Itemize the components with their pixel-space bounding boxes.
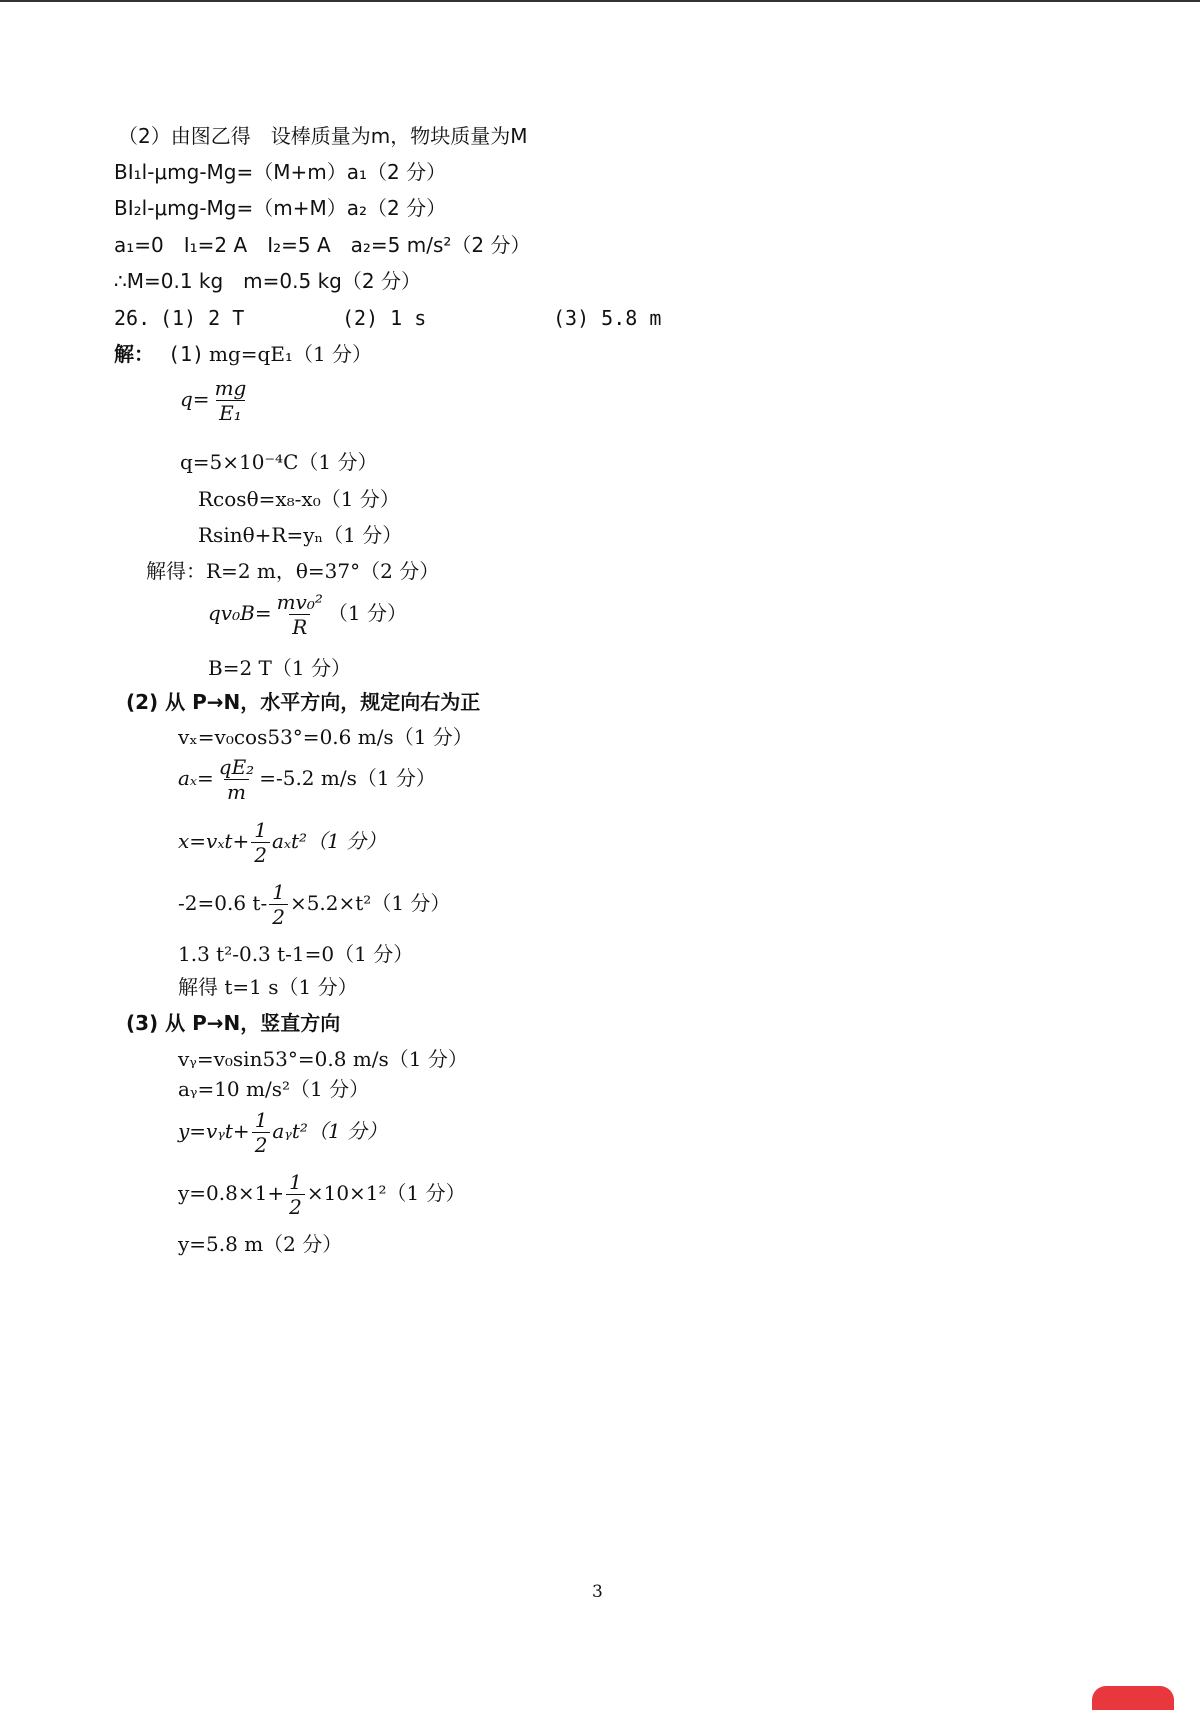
equation-line: vₓ=v₀cos53°=0.6 m/s（1 分）: [178, 725, 473, 749]
answer-2: (2) 1 s: [342, 306, 427, 330]
fraction-denominator: 2: [286, 1194, 305, 1217]
fraction-rhs: aᵧt²（1 分）: [272, 1119, 388, 1143]
fraction-denominator: 2: [269, 904, 288, 927]
score: （1 分）: [327, 601, 407, 625]
equation-line: Rcosθ=x₈-x₀（1 分）: [198, 487, 400, 511]
fraction: [252, 1110, 271, 1155]
fraction-denominator: E₁: [216, 400, 245, 423]
page-top-edge: [0, 0, 1200, 2]
fraction-lhs: y=vᵧt+: [178, 1119, 250, 1143]
answer-3: (3) 5.8 m: [553, 306, 662, 330]
equation-line: q=5×10⁻⁴C（1 分）: [180, 450, 378, 474]
fraction: [216, 757, 257, 802]
fraction-equation: [178, 882, 450, 927]
fraction-equation: [178, 820, 386, 865]
equation-line: B=2 T（1 分）: [208, 656, 351, 680]
fraction-denominator: 2: [252, 1132, 271, 1155]
part2-intro: （2）由图乙得 设棒质量为m，物块质量为M: [118, 124, 528, 148]
fraction: [251, 820, 270, 865]
fraction: [286, 1172, 305, 1217]
equation-line: Rsinθ+R=yₙ（1 分）: [198, 523, 403, 547]
solution-part1-label: (1): [168, 342, 205, 366]
fraction-numerator: 1: [272, 880, 285, 904]
corner-badge[interactable]: [1092, 1686, 1174, 1710]
part3-heading: (3) 从 P→N，竖直方向: [126, 1011, 341, 1035]
result-line: 解得 t=1 s（1 分）: [178, 975, 358, 999]
part2-heading: (2) 从 P→N，水平方向，规定向右为正: [126, 690, 481, 714]
fraction-numerator: mg: [214, 376, 247, 400]
fraction: [212, 378, 250, 423]
answer-1: (1) 2 T: [160, 306, 245, 330]
page-number: 3: [592, 1582, 603, 1602]
question-26-label: 26.: [114, 306, 151, 330]
fraction-numerator: 1: [289, 1170, 302, 1194]
fraction-equation: [180, 378, 251, 423]
fraction-lhs: qv₀B=: [208, 601, 272, 625]
fraction-lhs: -2=0.6 t-: [178, 891, 268, 915]
fraction-equation: [208, 592, 407, 637]
equation-line: BI₁l-μmg-Mg=（M+m）a₁（2 分）: [114, 160, 447, 184]
fraction-lhs: aₓ=: [178, 766, 214, 790]
fraction-equation: [178, 757, 436, 802]
fraction-denominator: R: [289, 614, 310, 637]
fraction-numerator: mv₀²: [276, 590, 323, 614]
fraction-numerator: 1: [254, 1108, 268, 1132]
final-result: y=5.8 m（2 分）: [178, 1232, 343, 1256]
result-line: 解得：R=2 m，θ=37°（2 分）: [146, 559, 440, 583]
fraction: [274, 592, 326, 637]
fraction-equation: [178, 1110, 387, 1155]
solution-label: 解：: [114, 342, 154, 366]
equation-line: 1.3 t²-0.3 t-1=0（1 分）: [178, 942, 414, 966]
fraction-numerator: qE₂: [218, 755, 255, 779]
fraction: [269, 882, 288, 927]
fraction-rhs: ×5.2×t²（1 分）: [289, 891, 451, 915]
fraction-lhs: q=: [180, 387, 210, 411]
fraction-rhs: aₓt²（1 分）: [271, 829, 387, 853]
fraction-denominator: 2: [251, 842, 270, 865]
fraction-rhs: =-5.2 m/s（1 分）: [259, 766, 436, 790]
fraction-lhs: x=vₓt+: [178, 829, 250, 853]
equation-line: ∴M=0.1 kg m=0.5 kg（2 分）: [114, 269, 421, 293]
fraction-numerator: 1: [254, 818, 267, 842]
equation-line: vᵧ=v₀sin53°=0.8 m/s（1 分）: [178, 1047, 468, 1071]
fraction-equation: [178, 1172, 466, 1217]
equation-line: aᵧ=10 m/s²（1 分）: [178, 1077, 370, 1101]
fraction-lhs: y=0.8×1+: [178, 1181, 285, 1205]
equation-line: a₁=0 I₁=2 A I₂=5 A a₂=5 m/s²（2 分）: [114, 233, 531, 257]
fraction-rhs: ×10×1²（1 分）: [306, 1181, 466, 1205]
fraction-denominator: m: [224, 779, 249, 802]
equation-line: BI₂l-μmg-Mg=（m+M）a₂（2 分）: [114, 196, 447, 220]
equation-line: mg=qE₁（1 分）: [209, 342, 373, 366]
